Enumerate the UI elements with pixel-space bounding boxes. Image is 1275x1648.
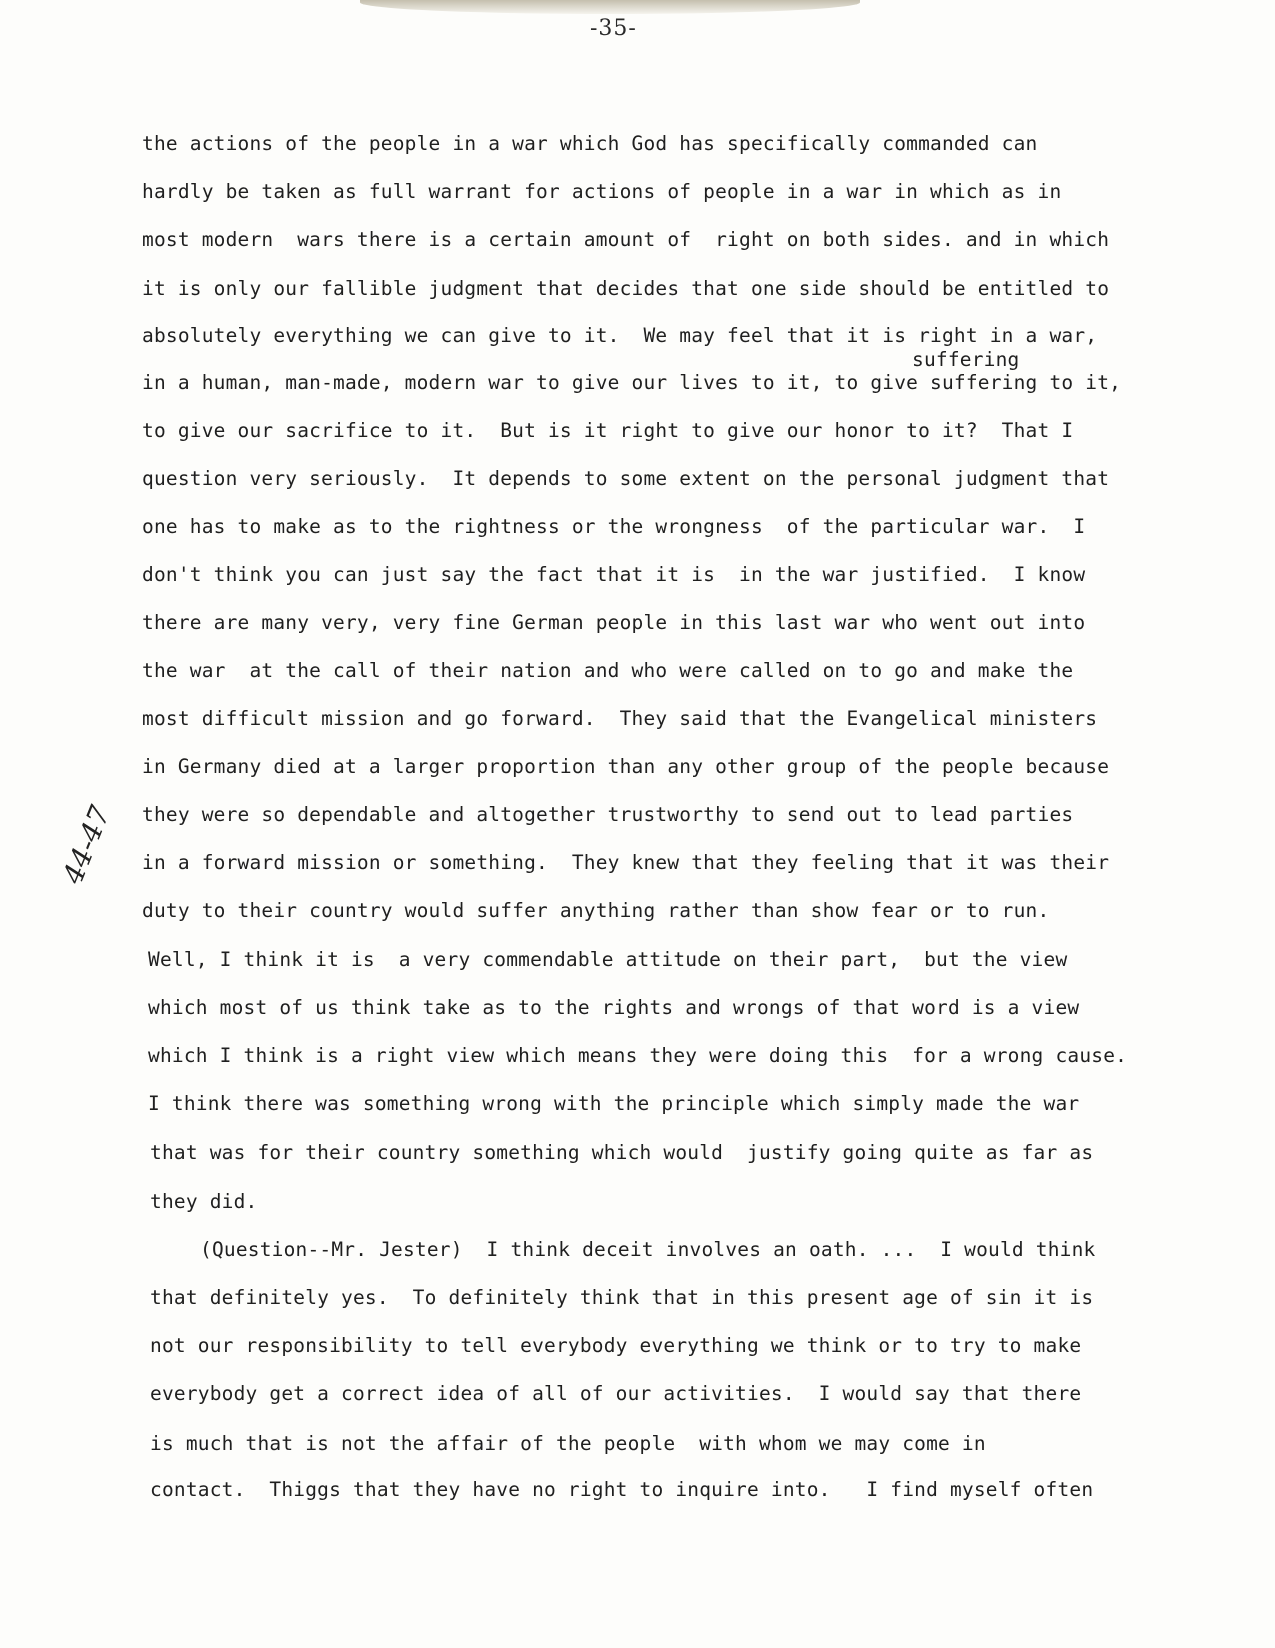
- text-line: I think there was something wrong with the principle which simply made the war: [148, 1092, 1080, 1115]
- text-line: everybody get a correct idea of all of our activities. I would say that there: [150, 1382, 1082, 1405]
- text-line: to give our sacrifice to it. But is it right to give our honor to it? That I: [142, 419, 1074, 442]
- text-line: there are many very, very fine German people in this last war who went out into: [142, 611, 1086, 634]
- text-line: in a forward mission or something. They knew that they feeling that it was their: [142, 851, 1110, 874]
- text-line: one has to make as to the rightness or the wrongness of the particular war. I: [142, 515, 1086, 538]
- text-line: absolutely everything we can give to it. We may feel that it is right in a war,: [142, 324, 1098, 347]
- text-line: that was for their country something which would justify going quite as far as: [150, 1141, 1094, 1164]
- handwritten-margin-note: 44-47: [56, 801, 117, 889]
- text-line: which I think is a right view which means they were doing this for a wrong cause.: [148, 1044, 1128, 1067]
- text-line: question very seriously. It depends to some extent on the personal judgment that: [142, 467, 1110, 490]
- text-line: most difficult mission and go forward. They said that the Evangelical ministers: [142, 707, 1098, 730]
- text-line: in Germany died at a larger proportion than any other group of the people because: [142, 755, 1110, 778]
- text-line: hardly be taken as full warrant for actions of people in a war in which as in: [142, 180, 1062, 203]
- page-number: -35-: [590, 16, 637, 41]
- text-line: they were so dependable and altogether trustworthy to send out to lead parties: [142, 803, 1074, 826]
- text-line: not our responsibility to tell everybody everything we think or to try to make: [150, 1334, 1082, 1357]
- text-line: is much that is not the affair of the people with whom we may come in: [150, 1432, 986, 1455]
- text-line: the war at the call of their nation and who were called on to go and make the: [142, 659, 1074, 682]
- text-line: don't think you can just say the fact that it is in the war justified. I know: [142, 563, 1086, 586]
- text-line: most modern wars there is a certain amount of right on both sides. and in which: [142, 228, 1110, 251]
- scan-shadow: [360, 0, 860, 14]
- text-line: that definitely yes. To definitely think that in this present age of sin it is: [150, 1286, 1094, 1309]
- text-line: they did.: [150, 1190, 258, 1213]
- text-line: which most of us think take as to the rights and wrongs of that word is a view: [148, 996, 1080, 1019]
- text-line: duty to their country would suffer anything rather than show fear or to run.: [142, 899, 1050, 922]
- text-line: Well, I think it is a very commendable attitude on their part, but the view: [148, 948, 1068, 971]
- interlinear-correction: suffering: [912, 348, 1020, 371]
- text-line: contact. Thiggs that they have no right to inquire into. I find myself often: [150, 1478, 1094, 1501]
- text-line: it is only our fallible judgment that decides that one side should be entitled to: [142, 277, 1110, 300]
- text-line: (Question--Mr. Jester) I think deceit involves an oath. ... I would think: [200, 1238, 1096, 1261]
- text-line: the actions of the people in a war which God has specifically commanded can: [142, 132, 1038, 155]
- text-line: in a human, man-made, modern war to give our lives to it, to give suffering to it,: [142, 371, 1122, 394]
